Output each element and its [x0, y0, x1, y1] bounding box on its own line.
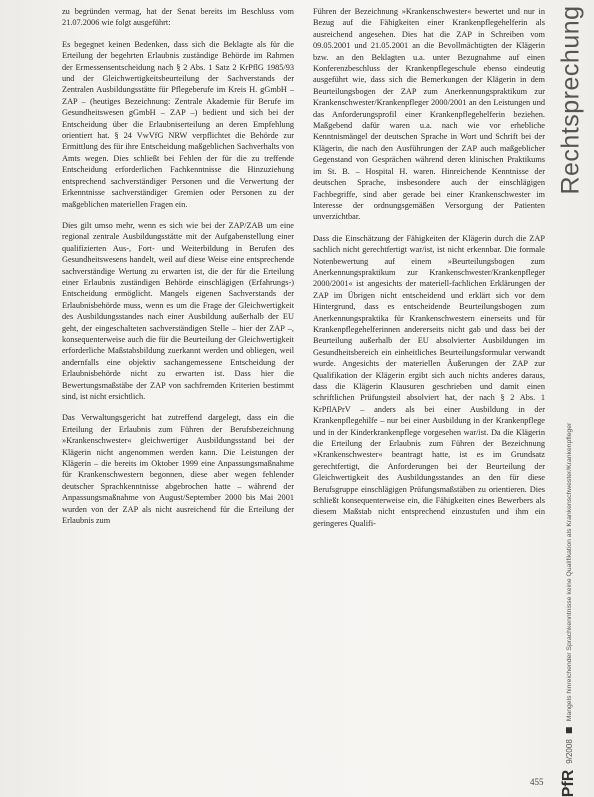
left-column [62, 6, 294, 536]
left-paragraph-2: Es begegnet keinen Bedenken, dass sich die Beklagte als für die Erteilung der begehrten Erlaubnis zuständige Behörde im Rahmen der Ermessensentscheidung nach § 2 Abs. 1 Satz 2 KrPflG 1985/93 und der Gleichwertigkeitsbeurteilung der Sachverstands der Zentralen Ausbildungsstätte für Pflegeberufe im Kreis H. gGmbH – ZAP – (heutiges Bezeichnung: Zentrale Akademie für Berufe im Gesundheitswesen gGmbH – ZAP –) bedient und sich bei der Entscheidung über die Erlaubniserteilung an deren Empfehlung orientiert hat. § 24 VwVfG NRW verpflichtet die Behörde zur Ermittlung des für ihre Entscheidung maßgeblichen Sachverhalts von Amts wegen. Dies schließt bei Fehlen der für die zu treffende Entscheidung erforderlichen Fachkenntnisse die Hinzuziehung entsprechend sachverständiger Personen und die Verwertung der Erkenntnisse sachverständiger Gremien oder Personen zu der maßgeblichen materiellen Fragen ein. [62, 39, 294, 209]
square-bullet-icon [566, 727, 572, 733]
page-number: 455 [530, 777, 544, 787]
running-footer [551, 422, 587, 797]
left-paragraph-3: Dies gilt umso mehr, wenn es sich wie bei der ZAP/ZAB um eine regional zentrale Ausbildungsstätte mit der Aufgabenstellung einer qualifizierten Aus-, Fort- und Weiterbildung in Berufen des Gesundheitswesens handelt, weil auf diese Weise eine entsprechende sachverständige Wertung zu erwarten ist, die der für die Erteilung einer Erlaubnis zuständigen Behörde einschlägigen (Erfahrungs-) Entscheidung ermöglicht. Mangels eigenen Sachverstands der Erlaubnisbehörde muss, wenn es um die Frage der Gleichwertigkeit des Ausbildungsstandes nach einer Ausbildung außerhalb der EU geht, der eingeschalteten sachverständigen Stelle – hier der ZAP –, konsequenterweise auch die für die Beurteilung der Gleichwertigkeit erforderliche Maßstabsbildung zuerkannt werden und obliegen, weil andernfalls eine objektiv sachangemessene Entscheidung der Erlaubnisbehörde nicht zu erwarten ist. Dass hier die Bewertungsmaßstäbe der ZAP von sachfremden Kriterien bestimmt sind, ist nicht ersichtlich. [62, 220, 294, 401]
journal-logo: PfR [560, 769, 577, 797]
running-footer-text: Mangels hinreichender Sprachkenntnisse keine Qualifikation als Krankenschwester/Krankenpfleger [565, 422, 573, 722]
right-paragraph-2: Dass die Einschätzung der Fähigkeiten der Klägerin durch die ZAP sachlich nicht gerechtfertigt war/ist, ist nicht erkennbar. Die formale Notenbewertung auf einem »Beurteilungsbogen zum Anerkennungspraktikum zur Krankenschwester/Krankenpfleger 2000/2001« ist angesichts der materiell-fachlichen Erklärungen der ZAP im Übrigen nicht entscheidend und erklärt sich vor dem Hintergrund, dass es entscheidende Beurteilungsbogen zum Anerkennungspraktika für Krankenschwestern einerseits und für Krankenpflegehelferinnen andererseits nicht gab und dass bei der Beurteilung außerhalb der EU absolvierter Ausbildungen im Gesundheitsbereich ein einheitliches Beurteilungsformular verwandt wurde. Angesichts der materiellen Äußerungen der ZAP zur Qualifikation der Klägerin ergibt sich auch nichts anderes daraus, dass die Klägerin Klausuren geschrieben und damit einen schriftlichen Prüfungsteil absolviert hat, der nach § 2 Abs. 1 KrPflAPrV – anders als bei einer Ausbildung in der Krankenpflegehilfe – nur bei einer Ausbildung in der Krankenpflege und in der Kinderkrankenpflege vorgesehen war/ist. Da die Klägerin die Erteilung der Erlaubnis zum Führen der Bezeichnung »Krankenschwester« beantragt hatte, ist es im Grundsatz gerechtfertigt, die Anforderungen bei der Beurteilung der Gleichwertigkeit des Ausbildungsstandes an den für diese Berufsgruppe einschlägigen Prüfungsmaßstäben zu orientieren. Dies schließt konsequenterweise ein, die Fähigkeiten eines Bewerbers als diesem Maßstab nicht entsprechend einzustufen und ihm ein geringeres Qualifi- [313, 233, 545, 528]
section-title-text: Rechtsprechung [556, 5, 585, 195]
right-paragraph-1: Führen der Bezeichnung »Krankenschwester« bewertet und nur in Bezug auf die Fähigkeiten einer Krankenpflegehelferin als ausreichend angesehen. Dies hat die ZAP in Schreiben vom 09.05.2001 und 21.05.2001 an die Bevollmächtigten der Klägerin bzw. an den Beklagten u.a. unter Bezugnahme auf einen Konferenzbeschluss der Krankenpflegeschule ebenso eindeutig ausgeführt wie, dass sich die Bemerkungen der Klägerin in dem Beurteilungsbogen der ZAP zum Anerkennungspraktikum zur Krankenschwester/Krankenpfleger 2000/2001 an den Leistungen und das Anforderungsprofil einer Krankenpflegehelferin beziehen. Maßgebend dafür waren u.a. nach wie vor erhebliche Kenntnismängel der deutschen Sprache in Wort und Schrift bei der Klägerin, die nach den Ausführungen der ZAP auch maßgeblicher Gegenstand von Gesprächen während deren klinischen Praktikums im St. B. – Hospital H. waren. Hinreichende Kenntnisse der deutschen Sprache, insbesondere auch der einschlägigen Fachbegriffe, sind aber gerade bei einer Krankenschwester im Interesse der ordnungsgemäßen Versorgung der Patienten unverzichtbar. [313, 7, 545, 222]
issue-number: 9/2008 [564, 739, 574, 764]
left-paragraph-1: zu begründen vermag, hat der Senat bereits im Beschluss vom 21.07.2006 wie folgt ausgeführt: [62, 7, 294, 28]
left-paragraph-4: Das Verwaltungsgericht hat zutreffend dargelegt, dass ein die Erteilung der Erlaubnis zum Führen der Berufsbezeichnung »Krankenschwester« gleichwertiger Ausbildungsstand bei der Klägerin nicht angenommen werden kann. Die Leistungen der Klägerin – die bereits im Oktober 1999 eine Anpassungsmaßnahme für Krankenschwestern begonnen, diese aber wegen fehlender deutscher Sprachkenntnisse abgebrochen hatte – während der Anpassungsmaßnahme von August/September 2000 bis Mai 2001 wurden von der ZAP als nicht ausreichend für die Erteilung der Erlaubnis zum [62, 413, 294, 526]
right-column [313, 6, 545, 539]
section-title [548, 5, 594, 195]
